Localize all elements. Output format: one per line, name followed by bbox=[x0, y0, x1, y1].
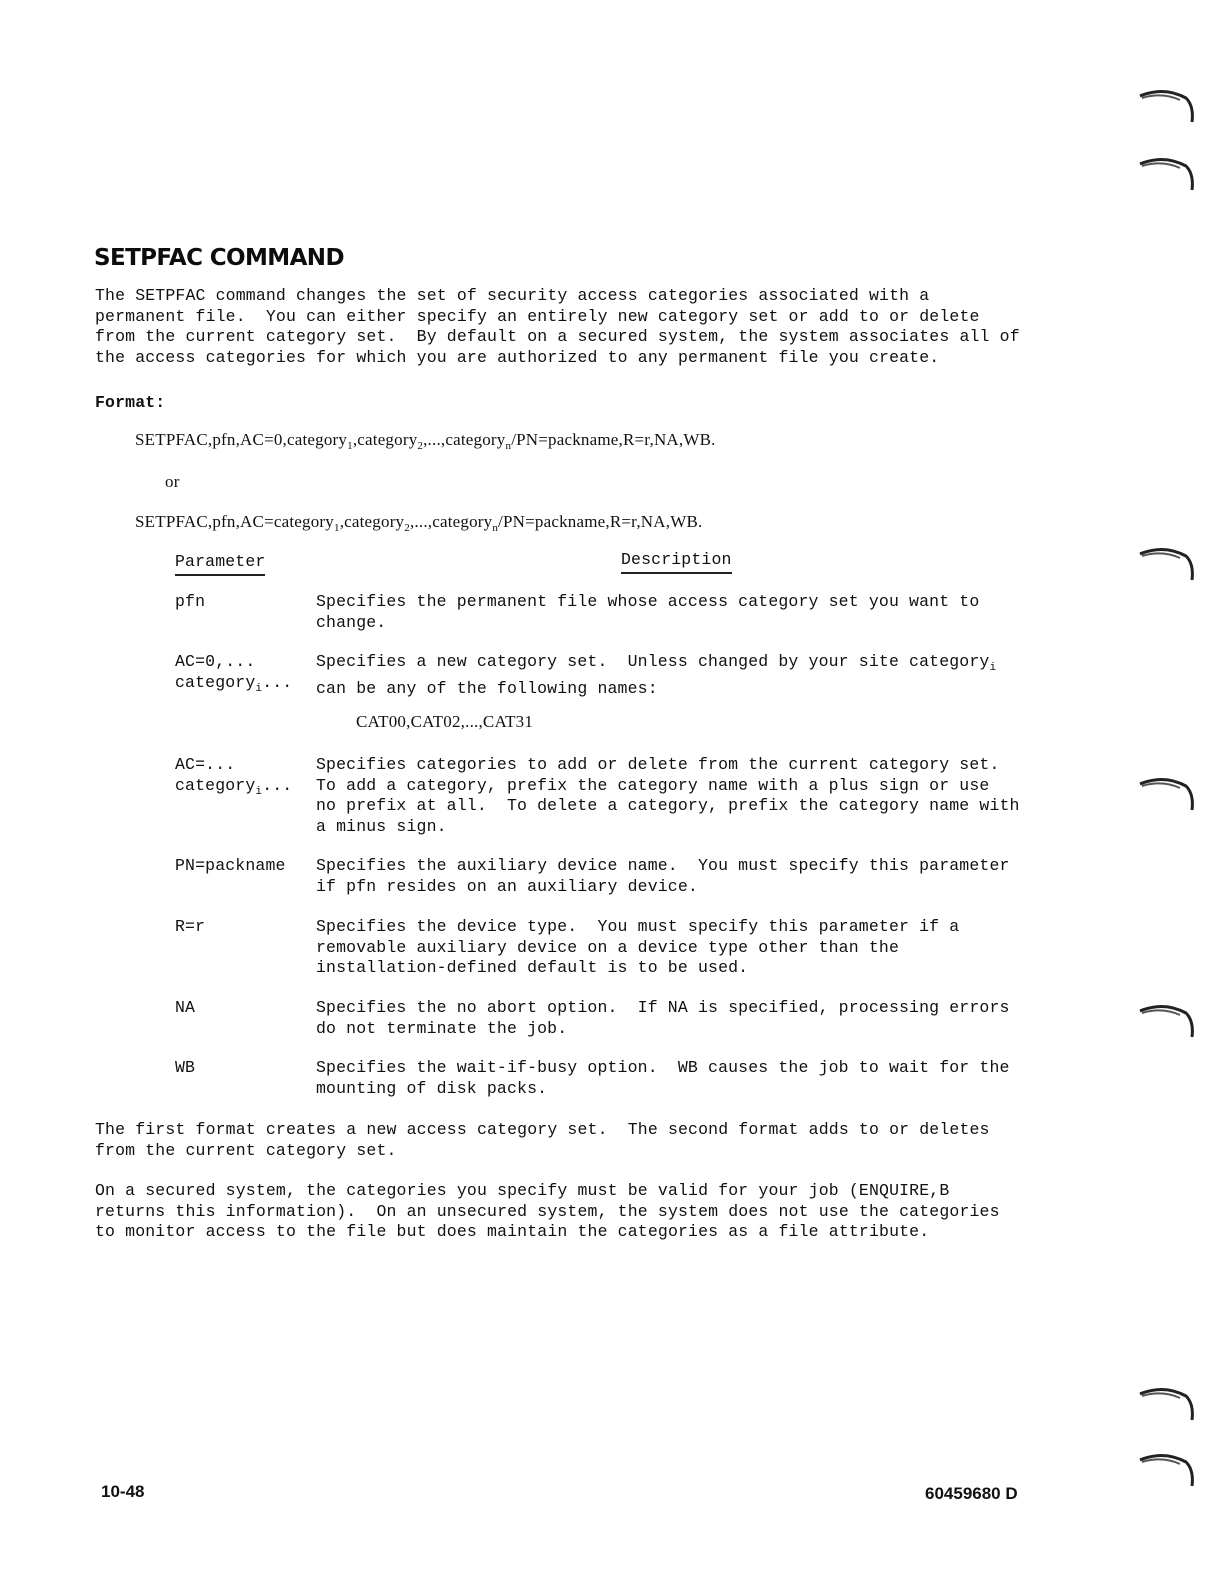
format-2-mid-2: ,...,category bbox=[409, 512, 493, 531]
desc-pfn: Specifies the permanent file whose access category set you want to change. bbox=[316, 592, 980, 632]
binder-hole-mark-icon bbox=[1134, 997, 1200, 1043]
desc-ac-zero-line2: can be any of the following names: bbox=[316, 678, 658, 698]
param-ac-zero bbox=[175, 652, 292, 699]
format-2-sub-n: n bbox=[492, 522, 499, 534]
param-ac-zero-line2-prefix: category bbox=[175, 672, 256, 692]
format-1-mid-1: ,category bbox=[352, 430, 418, 449]
param-wb: WB bbox=[175, 1058, 196, 1077]
or-separator: or bbox=[165, 472, 180, 491]
page-title: SETPFAC COMMAND bbox=[94, 245, 344, 271]
param-ac-modify bbox=[175, 755, 292, 802]
param-ac-modify-line2-sub: i bbox=[255, 785, 263, 798]
desc-ac-zero-sub: i bbox=[989, 662, 997, 674]
desc-r: Specifies the device type. You must specify this parameter if a removable auxiliary device on a device type other than the installation-defined default is to be used. bbox=[316, 917, 960, 977]
param-na: NA bbox=[175, 998, 196, 1017]
page-number: 10-48 bbox=[101, 1482, 145, 1501]
param-ac-modify-line2-suffix: ... bbox=[262, 775, 293, 795]
binder-hole-mark-icon bbox=[1134, 540, 1200, 586]
format-1-sub-2: 2 bbox=[417, 440, 424, 452]
format-2-prefix: SETPFAC,pfn,AC=category bbox=[135, 512, 334, 531]
category-name-list: CAT00,CAT02,...,CAT31 bbox=[356, 712, 534, 731]
format-1-sub-n: n bbox=[505, 440, 512, 452]
desc-pn: Specifies the auxiliary device name. You must specify this parameter if pfn resides on an auxiliary device. bbox=[316, 856, 1010, 896]
format-line-2 bbox=[135, 512, 702, 534]
param-pfn: pfn bbox=[175, 592, 206, 611]
param-r: R=r bbox=[175, 917, 206, 936]
description-column-header: Description bbox=[621, 550, 732, 574]
format-line-1 bbox=[135, 430, 716, 452]
desc-ac-zero bbox=[316, 652, 1046, 699]
security-paragraph: On a secured system, the categories you specify must be valid for your job (ENQUIRE,B returns this information). On an unsecured system, the system does not use the categories to monitor access to the file but does maintain the categories as a file attribute. bbox=[95, 1181, 1000, 1241]
param-ac-modify-line2-prefix: category bbox=[175, 775, 256, 795]
format-2-sub-2: 2 bbox=[404, 522, 410, 534]
param-ac-zero-line2-sub: i bbox=[255, 682, 263, 695]
param-ac-zero-line1: AC=0,... bbox=[175, 652, 256, 671]
document-number: 60459680 D bbox=[925, 1484, 1018, 1503]
param-ac-zero-line2-suffix: ... bbox=[262, 672, 293, 692]
format-2-sub-1: 1 bbox=[333, 522, 340, 534]
format-2-mid-1: ,category bbox=[339, 512, 405, 531]
format-1-mid-2: ,...,category bbox=[423, 430, 506, 449]
binder-hole-mark-icon bbox=[1134, 770, 1200, 816]
binder-hole-mark-icon bbox=[1134, 82, 1200, 128]
format-1-sub-1: 1 bbox=[347, 440, 353, 452]
desc-ac-zero-line1: Specifies a new category set. Unless changed by your site category bbox=[316, 652, 990, 671]
desc-wb: Specifies the wait-if-busy option. WB causes the job to wait for the mounting of disk packs. bbox=[316, 1058, 1010, 1098]
binder-hole-mark-icon bbox=[1134, 150, 1200, 196]
format-label: Format: bbox=[95, 393, 166, 412]
parameter-column-header: Parameter bbox=[175, 552, 265, 576]
param-ac-modify-line1: AC=... bbox=[175, 755, 236, 774]
desc-na: Specifies the no abort option. If NA is specified, processing errors do not terminate the job. bbox=[316, 998, 1010, 1038]
format-2-suffix: /PN=packname,R=r,NA,WB. bbox=[498, 512, 703, 531]
format-1-prefix: SETPFAC,pfn,AC=0,category bbox=[135, 430, 348, 449]
desc-ac-modify: Specifies categories to add or delete from the current category set. To add a category, prefix the category name with a plus sign or use no prefix at all. To delete a category, prefix the category name with a minus sign. bbox=[316, 755, 1020, 836]
binder-hole-mark-icon bbox=[1134, 1380, 1200, 1426]
intro-paragraph: The SETPFAC command changes the set of security access categories associated with a permanent file. You can either specify an entirely new category set or add to or delete from the current category set. By default on a secured system, the system associates all of the access categories for which you are authorized to any permanent file you create. bbox=[95, 286, 1020, 367]
binder-hole-mark-icon bbox=[1134, 1446, 1200, 1492]
formats-explanation-paragraph: The first format creates a new access category set. The second format adds to or deletes from the current category set. bbox=[95, 1120, 990, 1160]
param-pn: PN=packname bbox=[175, 856, 286, 875]
format-1-suffix: /PN=packname,R=r,NA,WB. bbox=[511, 430, 716, 449]
